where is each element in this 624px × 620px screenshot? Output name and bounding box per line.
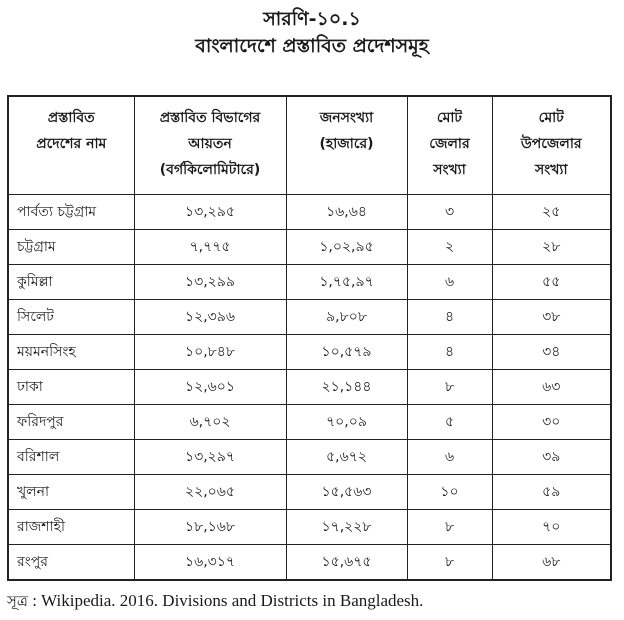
area-value: ১৩,২৯৫ bbox=[134, 194, 286, 229]
source-separator: : bbox=[27, 591, 42, 610]
province-name: বরিশাল bbox=[8, 439, 134, 474]
table-row bbox=[8, 229, 611, 264]
upazila-count: ৬৩ bbox=[492, 369, 611, 404]
province-name: কুমিল্লা bbox=[8, 264, 134, 299]
table-row bbox=[8, 299, 611, 334]
province-name: পার্বত্য চট্টগ্রাম bbox=[8, 194, 134, 229]
header-province-name: প্রস্তাবিত প্রদেশের নাম bbox=[8, 96, 134, 194]
table-row bbox=[8, 474, 611, 509]
source-text: Wikipedia. 2016. Divisions and Districts in Bangladesh. bbox=[41, 591, 424, 610]
district-count: ৪ bbox=[407, 334, 492, 369]
province-name: সিলেট bbox=[8, 299, 134, 334]
table-row bbox=[8, 439, 611, 474]
province-name: ময়মনসিংহ bbox=[8, 334, 134, 369]
population-value: ১৬,৬৪ bbox=[286, 194, 407, 229]
population-value: ১৫,৫৬৩ bbox=[286, 474, 407, 509]
header-district-count: মোট জেলার সংখ্যা bbox=[407, 96, 492, 194]
province-name: রংপুর bbox=[8, 544, 134, 580]
upazila-count: ২৮ bbox=[492, 229, 611, 264]
upazila-count: ৬৮ bbox=[492, 544, 611, 580]
area-value: ১৩,২৯৭ bbox=[134, 439, 286, 474]
district-count: ৬ bbox=[407, 264, 492, 299]
area-value: ১০,৮৪৮ bbox=[134, 334, 286, 369]
population-value: ১,৭৫,৯৭ bbox=[286, 264, 407, 299]
table-row bbox=[8, 334, 611, 369]
header-upazila-count: মোট উপজেলার সংখ্যা bbox=[492, 96, 611, 194]
upazila-count: ২৫ bbox=[492, 194, 611, 229]
district-count: ৬ bbox=[407, 439, 492, 474]
table-row bbox=[8, 544, 611, 580]
area-value: ১৬,৩১৭ bbox=[134, 544, 286, 580]
area-value: ৭,৭৭৫ bbox=[134, 229, 286, 264]
upazila-count: ৩৯ bbox=[492, 439, 611, 474]
district-count: ৪ bbox=[407, 299, 492, 334]
source-label: সূত্র bbox=[7, 592, 28, 610]
province-name: ঢাকা bbox=[8, 369, 134, 404]
population-value: ১০,৫৭৯ bbox=[286, 334, 407, 369]
population-value: ১,০২,৯৫ bbox=[286, 229, 407, 264]
province-name: চট্টগ্রাম bbox=[8, 229, 134, 264]
area-value: ১৩,২৯৯ bbox=[134, 264, 286, 299]
population-value: ৯,৮০৮ bbox=[286, 299, 407, 334]
province-name: ফরিদপুর bbox=[8, 404, 134, 439]
table-number: সারণি-১০.১ bbox=[263, 8, 361, 30]
district-count: ৮ bbox=[407, 544, 492, 580]
upazila-count: ৩০ bbox=[492, 404, 611, 439]
upazila-count: ৩৪ bbox=[492, 334, 611, 369]
header-area: প্রস্তাবিত বিভাগের আয়তন (বর্গকিলোমিটারে) bbox=[134, 96, 286, 194]
province-name: রাজশাহী bbox=[8, 509, 134, 544]
district-count: ৮ bbox=[407, 509, 492, 544]
upazila-count: ৫৯ bbox=[492, 474, 611, 509]
population-value: ৭০,০৯ bbox=[286, 404, 407, 439]
district-count: ৫ bbox=[407, 404, 492, 439]
area-value: ৬,৭০২ bbox=[134, 404, 286, 439]
proposed-provinces-table bbox=[7, 95, 612, 581]
area-value: ১২,৬০১ bbox=[134, 369, 286, 404]
district-count: ৩ bbox=[407, 194, 492, 229]
table-title: বাংলাদেশে প্রস্তাবিত প্রদেশসমূহ bbox=[195, 35, 429, 57]
upazila-count: ৫৫ bbox=[492, 264, 611, 299]
province-name: খুলনা bbox=[8, 474, 134, 509]
table-row bbox=[8, 509, 611, 544]
population-value: ২১,১৪৪ bbox=[286, 369, 407, 404]
table-row bbox=[8, 194, 611, 229]
area-value: ১৮,১৬৮ bbox=[134, 509, 286, 544]
table-row bbox=[8, 369, 611, 404]
population-value: ১৭,২২৮ bbox=[286, 509, 407, 544]
district-count: ৮ bbox=[407, 369, 492, 404]
district-count: ১০ bbox=[407, 474, 492, 509]
source-citation bbox=[7, 590, 423, 615]
upazila-count: ৭০ bbox=[492, 509, 611, 544]
population-value: ১৫,৬৭৫ bbox=[286, 544, 407, 580]
header-population: জনসংখ্যা (হাজারে) bbox=[286, 96, 407, 194]
table-row bbox=[8, 264, 611, 299]
table-row bbox=[8, 404, 611, 439]
table-header-row bbox=[8, 96, 611, 194]
area-value: ১২,৩৯৬ bbox=[134, 299, 286, 334]
table-caption bbox=[0, 6, 624, 60]
area-value: ২২,০৬৫ bbox=[134, 474, 286, 509]
population-value: ৫,৬৭২ bbox=[286, 439, 407, 474]
district-count: ২ bbox=[407, 229, 492, 264]
upazila-count: ৩৮ bbox=[492, 299, 611, 334]
